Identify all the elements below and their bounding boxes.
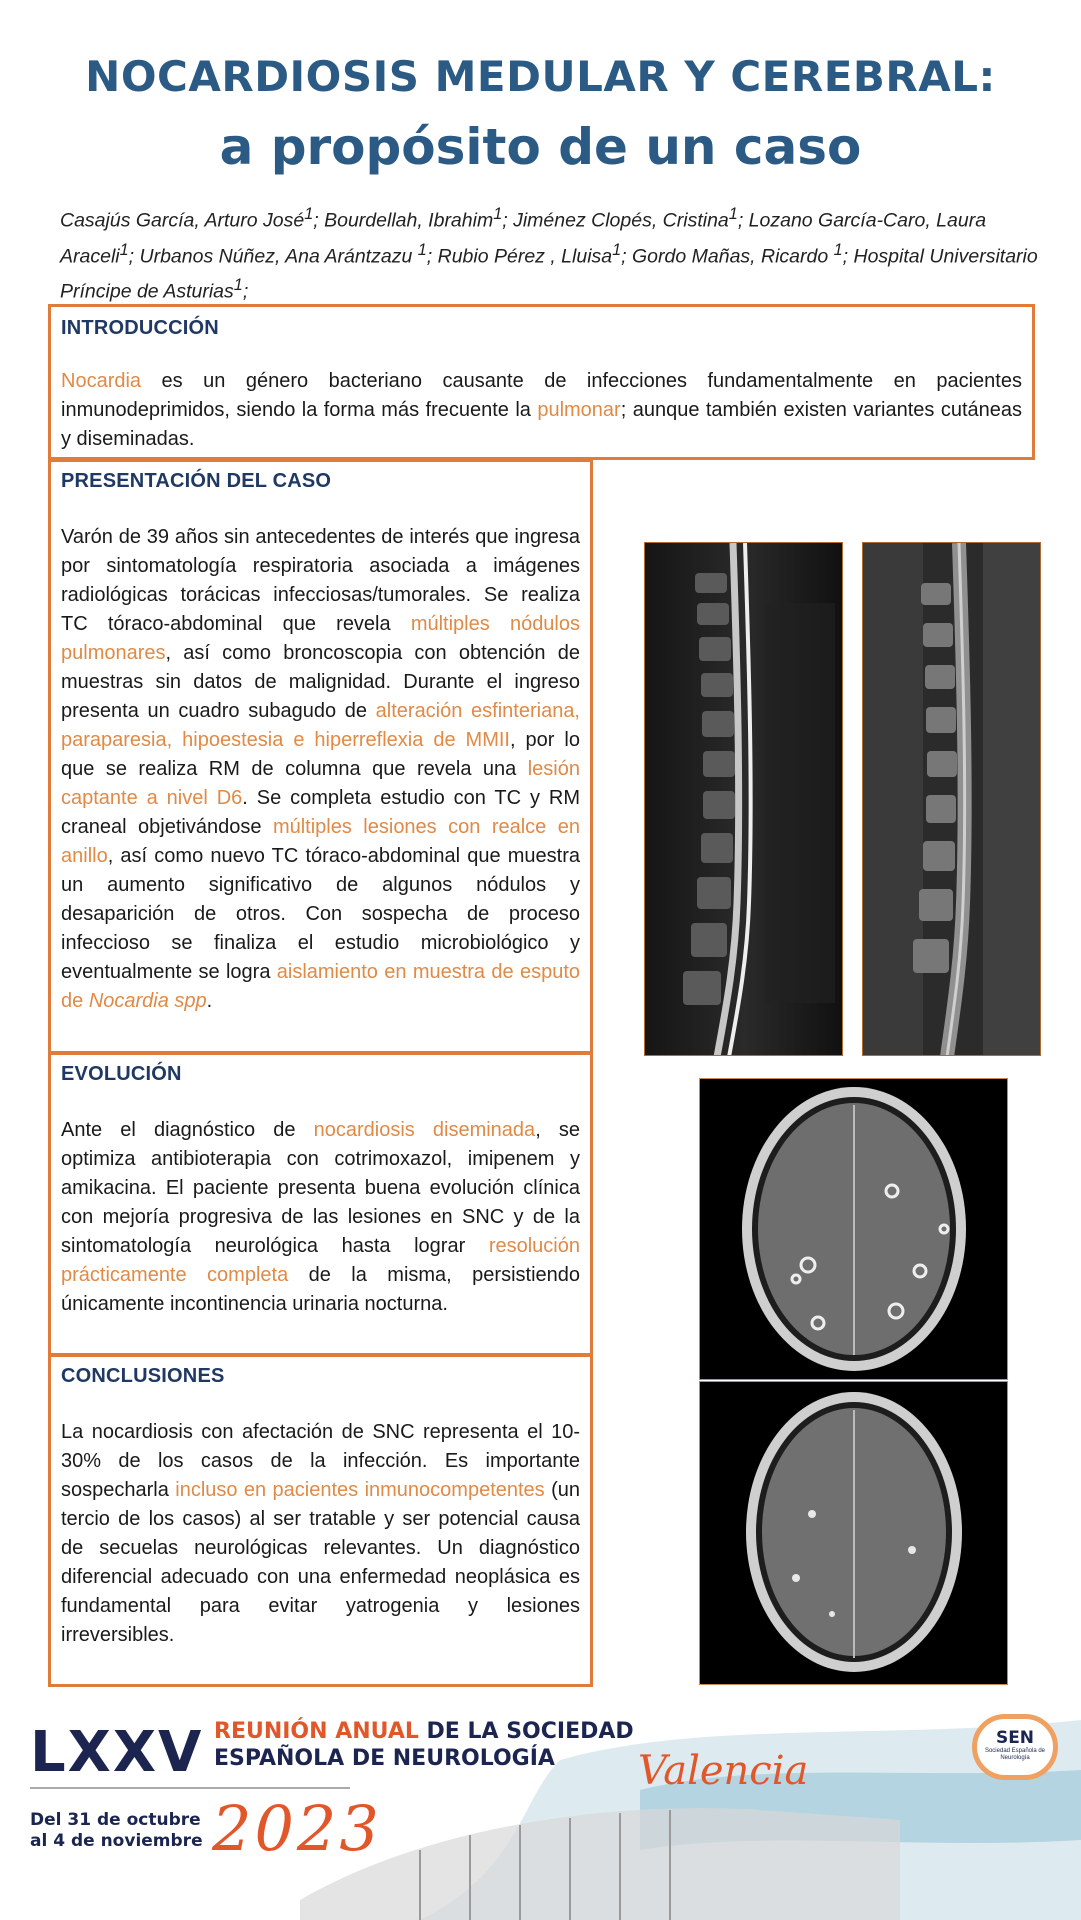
mri-axial-brain-image-2 [699,1381,1008,1685]
poster-title-line2: a propósito de un caso [219,118,862,176]
section-heading: EVOLUCIÓN [61,1063,182,1085]
event-name: REUNIÓN ANUAL DE LA SOCIEDAD ESPAÑOLA DE NEUROLOGÍA [214,1719,634,1771]
section-body: Varón de 39 años sin antecedentes de interés que ingresa por sintomatología respiratoria asociada a imágenes radiológicas torácicas infecciosas/tumorales. Se realiza TC tóraco-abdominal que revela múltiples nódulos pulmonares, así como broncoscopia con obtención de muestras sin datos de malignidad. Durante el ingreso presenta un cuadro subagudo de alteración esfinteriana, paraparesia, hipoestesia e hiperreflexia de MMII, por lo que se realiza RM de columna que revela una lesión captante a nivel D6. Se completa estudio con TC y RM craneal objetivándose múltiples lesiones con realce en anillo, así como nuevo TC tóraco-abdominal que muestra un aumento significativo de algunos nódulos y desaparición de otros. Con sospecha de proceso infeccioso se finaliza el estudio microbiológico y eventualmente se logra aislamiento en muestra de esputo de Nocardia spp. [61,526,580,1012]
conclusiones-section [48,1354,593,1687]
section-heading: CONCLUSIONES [61,1365,225,1387]
congress-footer [0,1700,1081,1920]
author: Bourdellah, Ibrahim [324,209,494,232]
section-body: Nocardia es un género bacteriano causante de infecciones fundamentalmente en pacientes inmunodeprimidos, siendo la forma más frecuente la pulmonar; aunque también existen variantes cutáneas y diseminadas. [61,370,1022,450]
section-body: Ante el diagnóstico de nocardiosis diseminada, se optimiza antibioterapia con cotrimoxazol, imipenem y amikacina. El paciente presenta buena evolución clínica con mejoría progresiva de las lesiones en SNC y de la sintomatología neurológica hasta lograr resolución prácticamente completa de la misma, persistiendo únicamente incontinencia urinaria nocturna. [61,1119,581,1315]
presentacion-section [48,459,593,1054]
author: Lozano García-Caro, Laura Araceli [60,209,987,267]
author: Casajús García, Arturo José [60,209,305,232]
mri-sagittal-t2-image [644,542,843,1056]
section-body: La nocardiosis con afectación de SNC representa el 10-30% de los casos de la infección. Es importante sospecharla incluso en pacientes inmunocompetentes (un tercio de los casos) al ser tratable y ser potencial causa de secuelas neurológicas relevantes. Un diagnóstico diferencial adecuado con una enfermedad neoplásica es fundamental para evitar yatrogenia y lesiones irreversibles. [61,1421,580,1646]
section-heading: INTRODUCCIÓN [61,317,219,339]
author: Jiménez Clopés, Cristina [513,209,729,232]
sen-logo: SEN Sociedad Española de Neurología [972,1714,1058,1780]
author: Urbanos Núñez, Ana Arántzazu [139,245,418,267]
section-heading: PRESENTACIÓN DEL CASO [61,470,332,492]
evolucion-section [48,1052,593,1356]
event-dates: Del 31 de octubre al 4 de noviembre [30,1810,203,1851]
edition-number: LXXV [30,1720,204,1785]
mri-axial-brain-image-1 [699,1078,1008,1380]
author: Gordo Mañas, Ricardo [632,245,834,267]
author: Rubio Pérez , Lluisa [437,245,613,267]
introduccion-section [48,304,1035,460]
poster-title-line1: NOCARDIOSIS MEDULAR Y CEREBRAL: [85,52,996,101]
event-year: 2023 [212,1792,382,1865]
author-list: Casajús García, Arturo José$^1$; Bourdellah, Ibrahim$^1$; Jiménez Clopés, Cristina$^1$; Lozano García-Caro, Laura Araceli$^1$; Urbanos Núñez, Ana Arántzazu $^1$; Rubio Pérez , Lluisa$^1$; Gordo Mañas, Ricardo $^1$; Hospital Universitario Príncipe de Asturias$^1$; [60,205,1038,303]
mri-sagittal-t1-contrast-image [862,542,1041,1056]
affiliation: Hospital Universitario Príncipe de Asturias [60,245,1038,303]
event-city: Valencia [638,1748,809,1794]
